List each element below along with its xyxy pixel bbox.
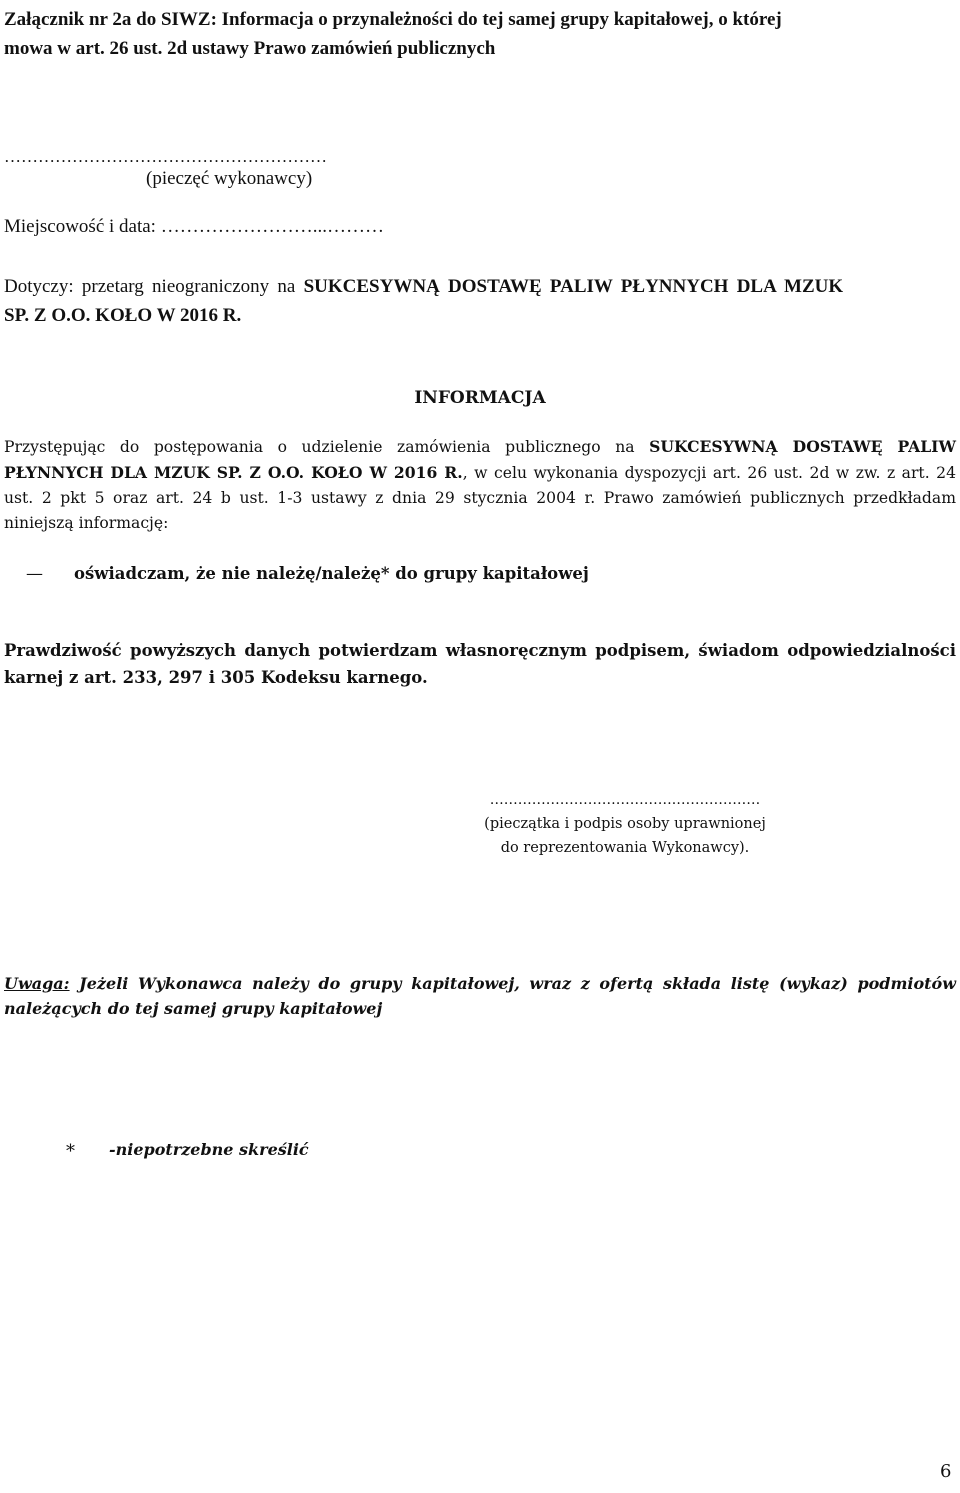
signature-line-1: (pieczątka i podpis osoby uprawnionej bbox=[484, 816, 766, 832]
page-number: 6 bbox=[940, 1461, 952, 1482]
declaration-dash: — bbox=[26, 564, 43, 584]
signature-block bbox=[420, 790, 830, 860]
truth-statement: Prawdziwość powyższych danych potwierdzam własnoręcznym podpisem, świadom odpowiedzialności karnej z art. 233, 297 i 305 Kodeksu karnego. bbox=[4, 641, 956, 687]
place-date-dots: ……………………...……… bbox=[160, 216, 384, 237]
concerns-subject-2: SP. Z O.O. KOŁO W 2016 R. bbox=[4, 305, 242, 326]
header-line-1: Załącznik nr 2a do SIWZ: Informacja o przynależności do tej samej grupy kapitałowej, o której bbox=[4, 9, 782, 30]
body-paragraph bbox=[4, 434, 956, 536]
stamp-dots: ………………………………………………… bbox=[4, 147, 327, 166]
note-paragraph bbox=[4, 971, 956, 1021]
note-text: Jeżeli Wykonawca należy do grupy kapitałowej, wraz z ofertą składa listę (wykaz) podmiotów należących do tej samej grupy kapitałowej bbox=[4, 974, 956, 1018]
document-title: INFORMACJA bbox=[414, 388, 546, 408]
concerns-line-1 bbox=[4, 275, 956, 299]
declaration-text: oświadczam, że nie należę/należę* do grupy kapitałowej bbox=[74, 564, 589, 583]
concerns-subject-1: SUKCESYWNĄ DOSTAWĘ PALIW PŁYNNYCH DLA MZUK bbox=[303, 276, 844, 297]
header-line-2: mowa w art. 26 ust. 2d ustawy Prawo zamówień publicznych bbox=[4, 38, 496, 59]
body-intro: Przystępując do postępowania o udzielenie zamówienia publicznego na bbox=[4, 438, 650, 456]
body-subject: SUKCESYWNĄ DOSTAWĘ PALIW PŁYNNYCH DLA MZUK SP. Z O.O. KOŁO W 2016 R. bbox=[4, 437, 956, 482]
concerns-prefix: Dotyczy: przetarg nieograniczony na bbox=[4, 276, 304, 297]
stamp-label: (pieczęć wykonawcy) bbox=[146, 168, 313, 189]
signature-dots: ………………………………….……………… bbox=[489, 792, 761, 808]
body-rest: , w celu wykonania dyspozycji art. 26 ust. 2d w zw. z art. 24 ust. 2 pkt 5 oraz art. 24 b ust. 1-3 ustawy z dnia 29 stycznia 2004 r. Prawo zamówień publicznych przedkładam niniejszą informację: bbox=[4, 464, 956, 532]
place-date bbox=[4, 215, 384, 239]
document-header bbox=[4, 5, 954, 63]
footnote-text: -niepotrzebne skreślić bbox=[109, 1140, 309, 1159]
signature-line-2: do reprezentowania Wykonawcy). bbox=[500, 840, 750, 856]
footnote-mark: * bbox=[66, 1141, 75, 1162]
note-label: Uwaga: bbox=[4, 974, 70, 993]
place-date-label: Miejscowość i data: bbox=[4, 216, 156, 237]
